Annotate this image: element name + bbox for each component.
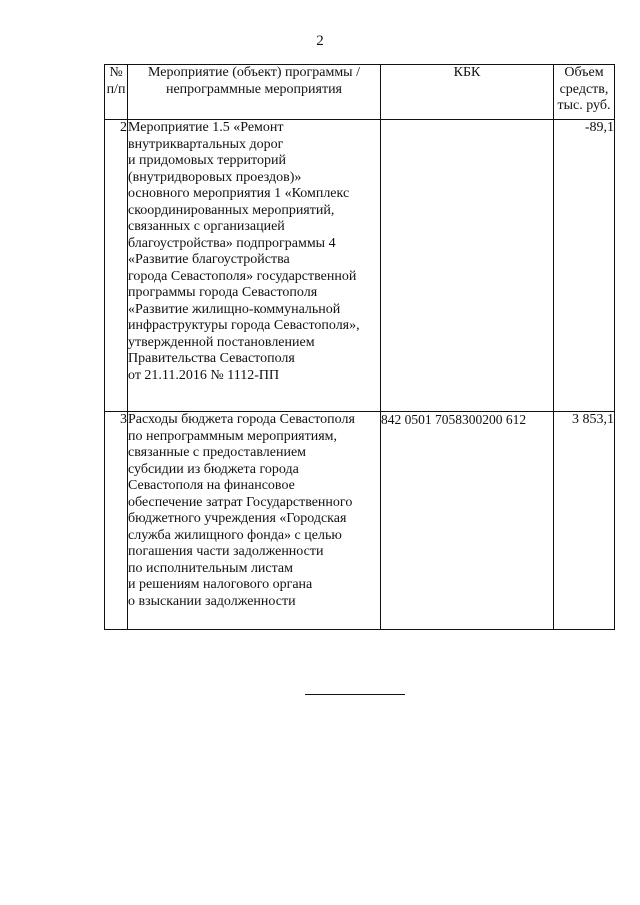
header-amount-line: Объем bbox=[564, 65, 604, 80]
description-line: (внутридворовых проездов)» bbox=[128, 169, 302, 185]
description-line: скоординированных мероприятий, bbox=[128, 202, 335, 218]
table-row bbox=[105, 412, 615, 630]
description-line: Севастополя на финансовое bbox=[128, 478, 295, 493]
description-line: «Развитие жилищно-коммунальной bbox=[128, 301, 341, 317]
row-description bbox=[128, 412, 381, 630]
table-row bbox=[105, 120, 615, 412]
description-line: утвержденной постановлением bbox=[128, 334, 315, 350]
header-amount bbox=[554, 65, 615, 120]
row-description bbox=[128, 120, 381, 412]
row-number: 2 bbox=[105, 120, 128, 412]
description-line: погашения части задолженности bbox=[128, 544, 324, 559]
description-line: субсидии из бюджета города bbox=[128, 461, 299, 477]
budget-table bbox=[104, 64, 615, 630]
description-line: Правительства Севастополя bbox=[128, 351, 295, 366]
description-line: программы города Севастополя bbox=[128, 285, 318, 300]
description-line: и решениям налогового органа bbox=[128, 577, 313, 592]
description-line: связанные с предоставлением bbox=[128, 445, 307, 460]
description-line: основного мероприятия 1 «Комплекс bbox=[128, 186, 350, 201]
description-line: благоустройства» подпрограммы 4 bbox=[128, 235, 336, 251]
description-line: внутриквартальных дорог bbox=[128, 136, 284, 152]
description-line: и придомовых территорий bbox=[128, 153, 286, 168]
page-number: 2 bbox=[316, 33, 324, 49]
header-amount-line: средств, bbox=[559, 81, 609, 97]
header-description bbox=[128, 65, 381, 120]
description-line: «Развитие благоустройства bbox=[128, 252, 290, 267]
description-line: служба жилищного фонда» с целью bbox=[128, 527, 342, 543]
description-line: Мероприятие 1.5 «Ремонт bbox=[128, 120, 284, 135]
header-description-line: непрограммные мероприятия bbox=[165, 81, 343, 97]
row-kbk: 842 0501 7058300200 612 bbox=[381, 412, 554, 630]
description-line: инфраструктуры города Севастополя», bbox=[128, 318, 360, 333]
description-line: бюджетного учреждения «Городская bbox=[128, 511, 347, 526]
description-line: Расходы бюджета города Севастополя bbox=[128, 412, 355, 427]
row-number: 3 bbox=[105, 412, 128, 630]
description-line: города Севастополя» государственной bbox=[128, 268, 357, 284]
description-line: от 21.11.2016 № 1112-ПП bbox=[128, 367, 280, 383]
header-num bbox=[105, 65, 128, 120]
table-header-row bbox=[105, 65, 615, 120]
description-line: обеспечение затрат Государственного bbox=[128, 494, 353, 510]
row-amount: -89,1 bbox=[554, 120, 615, 412]
closing-rule bbox=[305, 694, 405, 695]
row-amount: 3 853,1 bbox=[554, 412, 615, 630]
description-line: по непрограммным мероприятиям, bbox=[128, 428, 338, 444]
header-num-line: № bbox=[109, 65, 123, 80]
header-amount-line: тыс. руб. bbox=[557, 98, 611, 113]
description-line: по исполнительным листам bbox=[128, 560, 293, 576]
header-num-line: п/п bbox=[106, 81, 126, 97]
description-line: о взыскании задолженности bbox=[128, 593, 296, 609]
row-kbk bbox=[381, 120, 554, 412]
header-kbk: КБК bbox=[381, 65, 554, 120]
header-description-line: Мероприятие (объект) программы / bbox=[148, 65, 360, 80]
description-line: связанных с организацией bbox=[128, 219, 285, 234]
